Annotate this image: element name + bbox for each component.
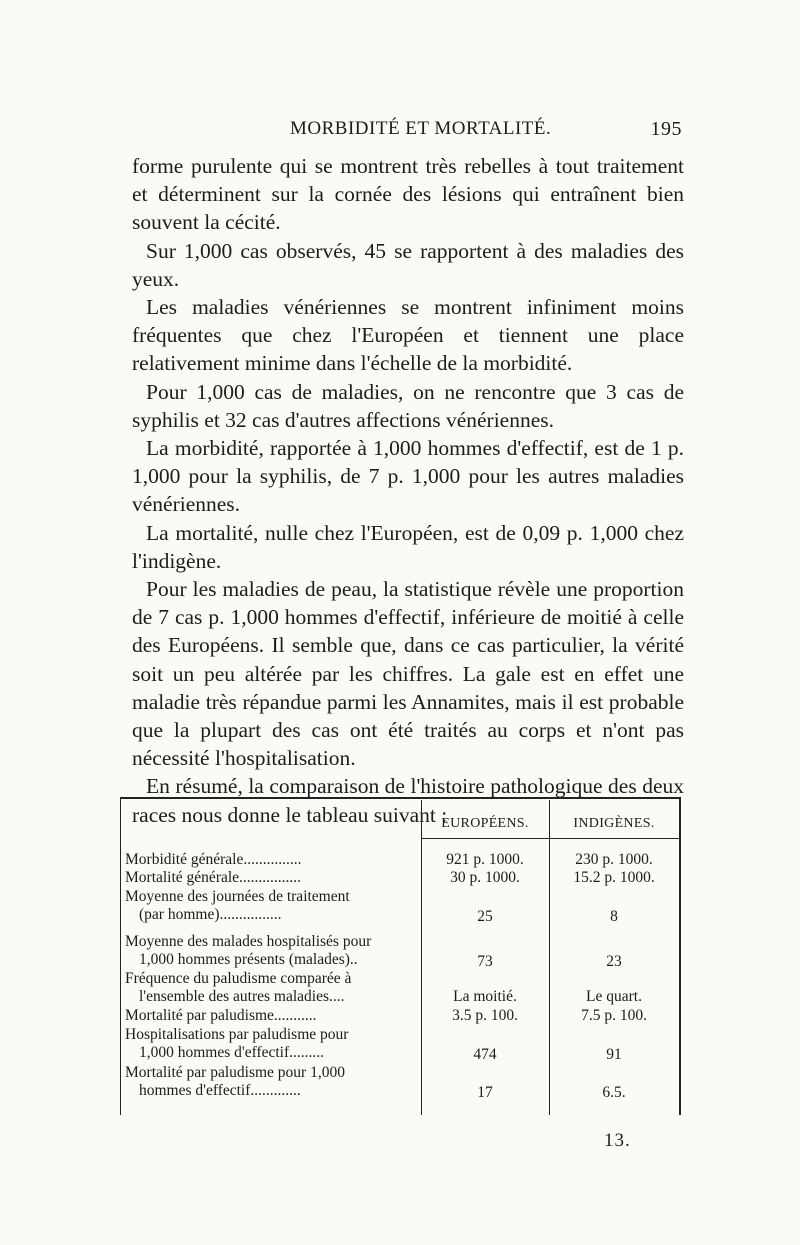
body-text [132,152,684,829]
cell-indigenes: 7.5 p. 100. [581,1007,647,1024]
paragraph: forme purulente qui se montrent très rebelles à tout traitement et déterminent sur la cornée des lésions qui entraînent bien souvent la cécité. [132,154,684,235]
cell-indigenes: 8 [610,908,618,925]
row-label [125,888,417,925]
row-label-line: Mortalité par paludisme........... [125,1007,317,1024]
cell-indigenes: 6.5. [602,1084,626,1101]
cell-indigenes: 23 [606,953,622,970]
cell-europeens: 474 [473,1046,497,1063]
row-label [125,1007,417,1025]
comparison-table [120,797,681,1115]
cell-europeens: 17 [477,1084,493,1101]
cell-europeens: 30 p. 1000. [450,869,520,886]
paragraph: La morbidité, rapportée à 1,000 hommes d'effectif, est de 1 p. 1,000 pour la syphilis, de 7 p. 1,000 pour les autres maladies vénériennes. [132,436,684,517]
row-label [125,869,417,887]
row-label [125,851,417,869]
paragraph: Sur 1,000 cas observés, 45 se rapportent à des maladies des yeux. [132,238,684,291]
paragraph: Pour les maladies de peau, la statistique révèle une proportion de 7 cas p. 1,000 hommes d'effectif, inférieure de moitié à celle des Européens. Il semble que, dans ce cas particulier, la vérité soit un peu altérée par les chiffres. La gale est en effet une maladie très répandue parmi les Annamites, mais il est probable que la plupart des cas ont été traités au corps et n'ont pas nécessité l'hospitalisation. [132,577,684,771]
table-header-rule [421,838,679,839]
cell-indigenes: 230 p. 1000. [575,851,653,868]
column-header-europeens: EUROPÉENS. [441,816,529,831]
cell-indigenes: 91 [606,1046,622,1063]
row-label-line: Moyenne des journées de traitement [125,888,350,905]
row-label [125,933,417,970]
cell-europeens: 3.5 p. 100. [452,1007,518,1024]
page-number: 195 [650,118,682,140]
column-header-indigenes: INDIGÈNES. [573,816,655,831]
row-label [125,1026,417,1063]
cell-europeens: 73 [477,953,493,970]
cell-europeens: 921 p. 1000. [446,851,524,868]
paragraph: Les maladies vénériennes se montrent infiniment moins fréquentes que chez l'Européen et tiennent une place relativement minime dans l'échelle de la morbidité. [132,295,684,376]
row-label-line: (par homme)................ [139,906,282,924]
paragraph: Pour 1,000 cas de maladies, on ne rencontre que 3 cas de syphilis et 32 cas d'autres affections vénériennes. [132,379,684,432]
cell-europeens: La moitié. [453,988,517,1005]
row-label-line: hommes d'effectif............. [139,1082,301,1100]
row-label [125,970,417,1007]
row-label-line: Mortalité générale................ [125,869,302,886]
table-top-rule [121,797,679,799]
running-head-title: MORBIDITÉ ET MORTALITÉ. [290,118,552,139]
row-label-line: Hospitalisations par paludisme pour [125,1026,349,1043]
cell-indigenes: Le quart. [586,988,642,1005]
row-label-line: Morbidité générale............... [125,851,302,868]
row-label [125,1064,417,1101]
cell-indigenes: 15.2 p. 1000. [573,869,655,886]
row-label-line: l'ensemble des autres maladies.... [139,988,345,1006]
row-label-line: Mortalité par paludisme pour 1,000 [125,1064,345,1081]
row-label-line: Moyenne des malades hospitalisés pour [125,933,372,950]
row-label-line: Fréquence du paludisme comparée à [125,970,352,987]
row-label-line: 1,000 hommes présents (malades).. [139,951,358,969]
paragraph: La mortalité, nulle chez l'Européen, est de 0,09 p. 1,000 chez l'indigène. [132,520,684,573]
signature-mark: 13. [604,1130,631,1151]
cell-europeens: 25 [477,908,493,925]
paragraph: En résumé, la comparaison de l'histoire pathologique des deux races nous donne le tableau suivant : [132,774,684,827]
row-label-line: 1,000 hommes d'effectif......... [139,1044,325,1062]
